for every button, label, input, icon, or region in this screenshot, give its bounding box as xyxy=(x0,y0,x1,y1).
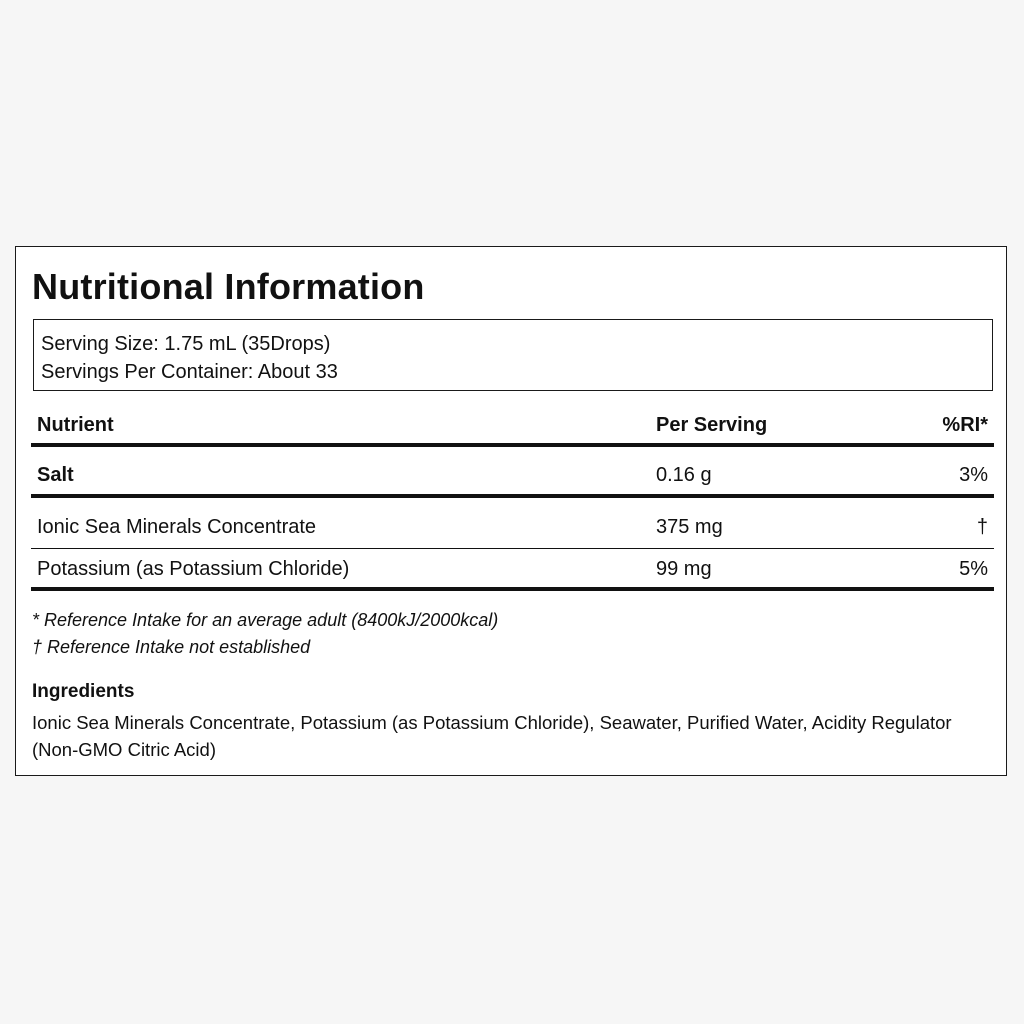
nutrient-per-serving: 375 mg xyxy=(656,516,723,538)
table-header-row xyxy=(31,407,994,447)
nutrient-name: Potassium (as Potassium Chloride) xyxy=(37,558,350,580)
header-nutrient: Nutrient xyxy=(37,414,114,436)
header-ri: %RI* xyxy=(942,414,988,436)
nutrient-ri: 3% xyxy=(959,464,988,486)
footnote-not-established: † Reference Intake not established xyxy=(32,637,311,657)
nutrient-table xyxy=(31,407,994,591)
serving-size: Serving Size: 1.75 mL (35Drops) xyxy=(41,333,331,355)
table-row xyxy=(31,447,994,498)
serving-info-box xyxy=(33,319,993,391)
nutrient-ri: † xyxy=(976,516,988,538)
nutrient-ri: 5% xyxy=(959,558,988,580)
nutrient-name: Salt xyxy=(37,464,74,486)
footnote-reference-intake: * Reference Intake for an average adult (8400kJ/2000kcal) xyxy=(32,610,499,630)
table-row xyxy=(31,498,994,549)
ingredients-text: Ionic Sea Minerals Concentrate, Potassium (as Potassium Chloride), Seawater, Purified Water, Acidity Regulator (Non-GMO Citric Acid) xyxy=(32,712,952,760)
servings-per-container: Servings Per Container: About 33 xyxy=(41,361,338,383)
nutrient-name: Ionic Sea Minerals Concentrate xyxy=(37,516,317,538)
nutrient-per-serving: 99 mg xyxy=(656,558,712,580)
nutrient-per-serving: 0.16 g xyxy=(656,464,712,486)
header-per-serving: Per Serving xyxy=(656,414,768,436)
ingredients-title: Ingredients xyxy=(32,681,135,702)
nutrition-panel xyxy=(15,246,1007,776)
table-row xyxy=(31,549,994,591)
panel-title: Nutritional Information xyxy=(32,266,425,307)
footnotes xyxy=(32,607,498,661)
